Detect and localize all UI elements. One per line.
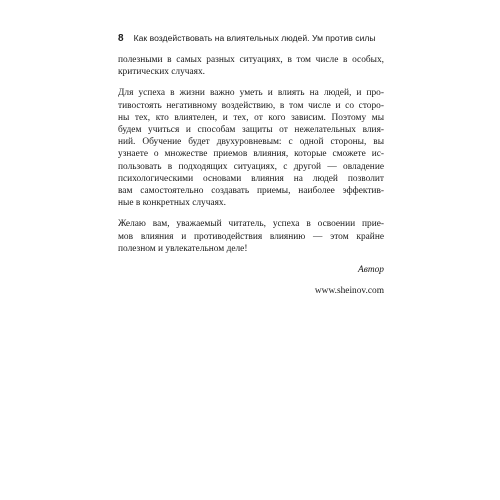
paragraph-continuation [118, 54, 384, 78]
running-header [118, 31, 398, 45]
paragraph-gap [118, 255, 384, 264]
text-line: полезными в самых разных ситуациях, в том числе в особых, [118, 55, 384, 65]
text-line: будем учиться и способам защиты от нежелательных влия- [118, 125, 384, 136]
text-line: психологическими основами влияния на людей позволит [118, 173, 384, 184]
website-address: www.sheinov.com [314, 286, 384, 297]
text-line: Желаю вам, уважаемый читатель, успеха в освоении прие- [118, 219, 384, 230]
page-number: 8 [118, 33, 124, 44]
text-line: ний. Обучение будет двухуровневым: с одной стороны, вы [118, 137, 384, 148]
text-line: мов влияния и противодействия влиянию — этом крайне [118, 231, 384, 242]
text-line: вам самостоятельно создавать приемы, наиболее эффектив- [118, 186, 384, 197]
running-header-title: Как воздействовать на влиятельных людей. Ум против силы [133, 33, 376, 43]
text-line: Для успеха в жизни важно уметь и влиять на людей, и про- [118, 88, 384, 99]
text-line: ны тех, кто влиятелен, и тех, от кого зависим. Поэтому мы [118, 112, 384, 123]
text-line: ные в конкретных случаях. [118, 198, 226, 209]
text-line: критических случаях. [118, 67, 205, 78]
paragraph-gap [118, 78, 384, 87]
text-line: узнаете о множестве приемов влияния, которые сможете ис- [118, 149, 384, 160]
paragraph-gap [118, 276, 384, 285]
paragraph-wish [118, 218, 384, 255]
text-line: пользовать в подходящих ситуациях, с другой — овладение [118, 161, 384, 172]
author-signature: Автор [358, 265, 384, 276]
body-text [118, 54, 384, 297]
paragraph-gap [118, 209, 384, 218]
text-line: тивостоять негативному воздействию, в том числе и со сторо- [118, 100, 384, 111]
text-line: полезном и увлекательном деле! [118, 243, 248, 254]
paragraph-success [118, 87, 384, 209]
